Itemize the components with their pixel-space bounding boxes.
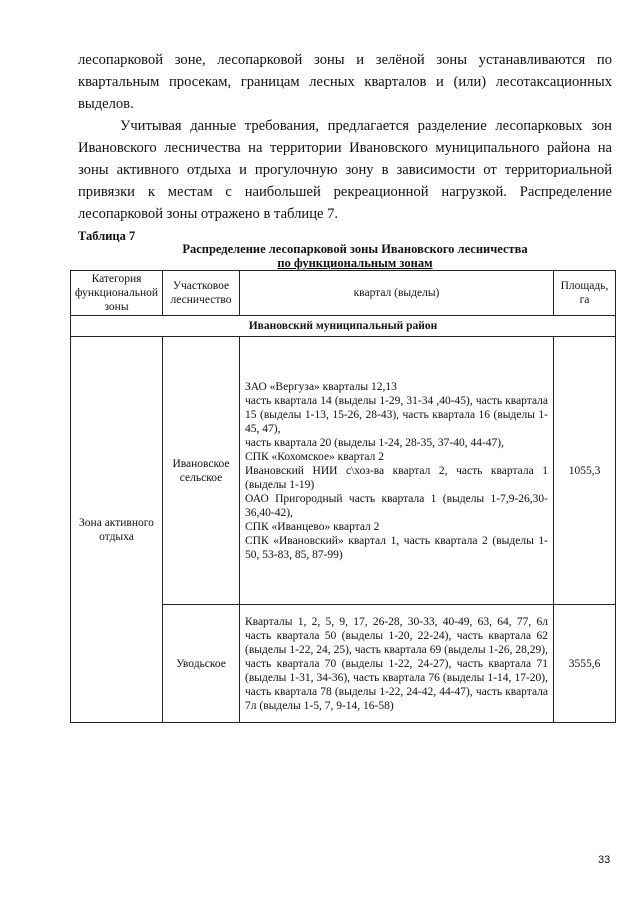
paragraph-intro: лесопарковой зоне, лесопарковой зоны и зелёной зоны устанавливаются по квартальным просекам, границам лесных кварталов и (или) лесотаксационных выделов. [78,52,612,112]
plot-line: СПК «Кохомское» квартал 2 [245,450,384,463]
table-caption [120,242,590,270]
area-value: 1055,3 [554,337,616,605]
quarter-plots [240,337,554,605]
header-forestry: Участковое лесничество [163,271,240,316]
plot-line: СПК «Иванцево» квартал 2 [245,520,380,533]
table-header-row [71,271,616,316]
zone-category: Зона активного отдыха [71,337,163,723]
forestry-name: Ивановское сельское [163,337,240,605]
district-row [71,316,616,337]
plot-line: ОАО Пригородный часть квартала 1 (выделы 1-7,9-26,30-36,40-42), [245,492,548,519]
plot-line: Кварталы 1, 2, 5, 9, 17, 26-28, 30-33, 40-49, 63, 64, 77, 6л часть квартала 50 (выделы 1-20, 22-24), часть квартала 62 (выделы 1-22, 24, 25), часть квартала 69 (выделы 1-26, 28,29), часть квартала 70 (выделы 1-22, 24-27), часть квартала 71 (выделы 1-31, 34-36), часть квартала 76 (выделы 1-14, 17-20), часть квартала 78 (выделы 1-22, 24-42, 44-47), часть квартала 7л (выделы 1-5, 7, 9-14, 16-58) [245,615,548,712]
table-caption-line1: Распределение лесопарковой зоны Ивановского лесничества [182,242,528,256]
district-name: Ивановский муниципальный район [71,316,616,337]
header-category: Категория функциональной зоны [71,271,163,316]
table-row [71,337,616,605]
table-caption-line2: по функциональным зонам [277,256,433,270]
plot-line: СПК «Ивановский» квартал 1, часть квартала 2 (выделы 1-50, 53-83, 85, 87-99) [245,534,548,561]
paragraph-proposal: Учитывая данные требования, предлагается разделение лесопарковых зон Ивановского лесничества на территории Ивановского муниципального района на зоны активного отдыха и прогулочную зону в зависимости от территориальной привязки к местам с наибольшей рекреационной нагрузкой. Распределение лесопарковой зоны отражено в таблице 7. [78,118,612,222]
header-area: Площадь, га [554,271,616,316]
plot-line: Ивановский НИИ с\хоз-ва квартал 2, часть квартала 1 (выделы 1-19) [245,464,548,491]
header-quarter: квартал (выделы) [240,271,554,316]
plot-line: часть квартала 20 (выделы 1-24, 28-35, 37-40, 44-47), [245,436,504,449]
page-number: 33 [598,854,611,866]
zones-table [70,270,616,723]
plot-line: часть квартала 14 (выделы 1-29, 31-34 ,40-45), часть квартала 15 (выделы 1-13, 15-26, 28-43), часть квартала 16 (выделы 1-45, 47), [245,394,548,435]
area-value: 3555,6 [554,605,616,723]
plot-line: ЗАО «Вергуза» кварталы 12,13 [245,380,397,393]
quarter-plots [240,605,554,723]
table-label: Таблица 7 [78,229,136,243]
forestry-name: Уводьское [163,605,240,723]
